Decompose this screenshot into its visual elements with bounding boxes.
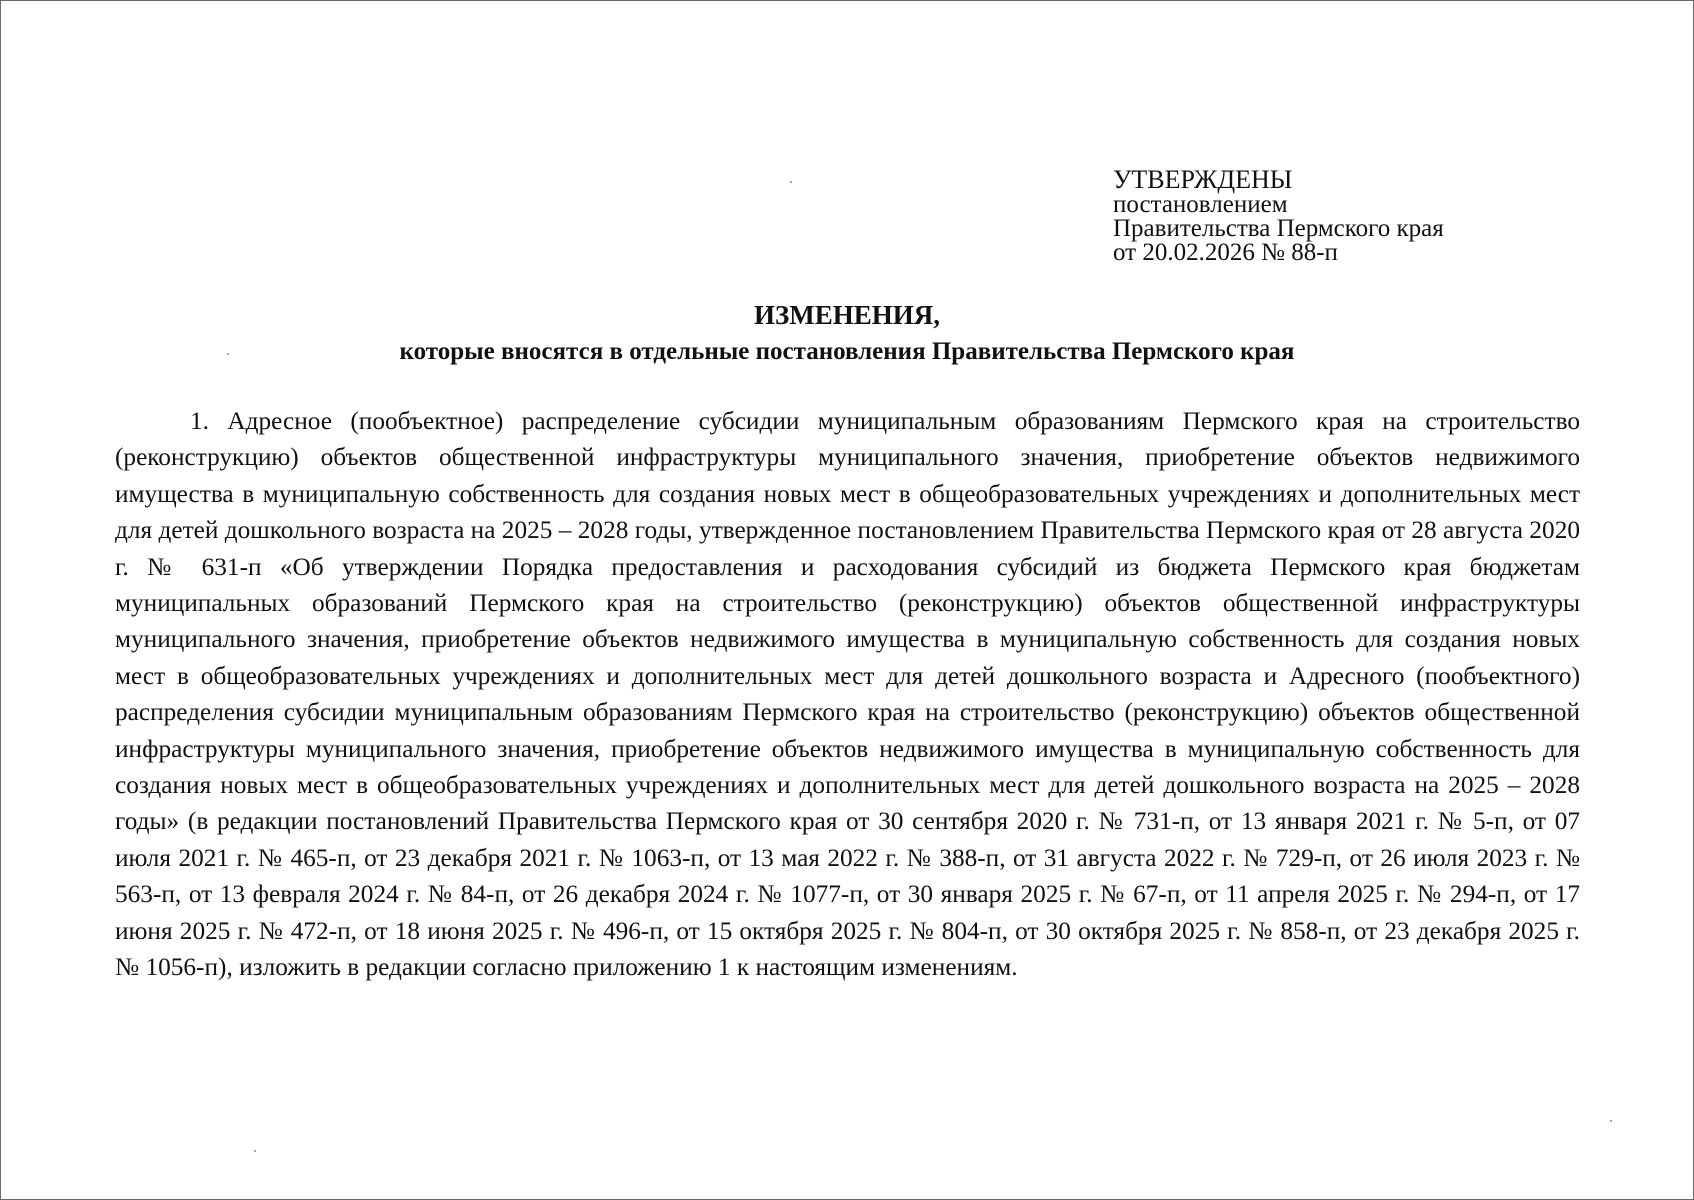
- approval-stamp-block: [1113, 166, 1533, 265]
- scan-speck: [227, 353, 229, 355]
- scan-speck: [1610, 1120, 1612, 1122]
- document-title: ИЗМЕНЕНИЯ,: [753, 300, 940, 330]
- approval-heading: УТВЕРЖДЕНЫ: [1113, 165, 1293, 194]
- scan-speck: [254, 1150, 256, 1152]
- scan-speck: [790, 181, 792, 183]
- body-paragraph-1: 1. Адресное (пообъектное) распределение субсидии муниципальным образованиям Пермского края на строительство (реконструкцию) объектов общественной инфраструктуры муниципального значения, приобретение объектов недвижимого имущества в муниципальную собственность для создания новых мест в общеобразовательных учреждениях и дополнительных мест для детей дошкольного возраста на 2025 – 2028 годы, утвержденное постановлением Правительства Пермского края от 28 августа 2020 г. № 631-п «Об утверждении Порядка предоставления и расходования субсидий из бюджета Пермского края бюджетам муниципальных образований Пермского края на строительство (реконструкцию) объектов общественной инфраструктуры муниципального значения, приобретение объектов недвижимого имущества в муниципальную собственность для создания новых мест в общеобразовательных учреждениях и дополнительных мест для детей дошкольного возраста и Адресного (пообъектного) распределения субсидии муниципальным образованиям Пермского края на строительство (реконструкцию) объектов общественной инфраструктуры муниципального значения, приобретение объектов недвижимого имущества в муниципальную собственность для создания новых мест в общеобразовательных учреждениях и дополнительных мест для детей дошкольного возраста на 2025 – 2028 годы» (в редакции постановлений Правительства Пермского края от 30 сентября 2020 г. № 731-п, от 13 января 2021 г. № 5-п, от 07 июля 2021 г. № 465-п, от 23 декабря 2021 г. № 1063-п, от 13 мая 2022 г. № 388-п, от 31 августа 2022 г. № 729-п, от 26 июля 2023 г. № 563-п, от 13 февраля 2024 г. № 84-п, от 26 декабря 2024 г. № 1077-п, от 30 января 2025 г. № 67-п, от 11 апреля 2025 г. № 294-п, от 17 июня 2025 г. № 472-п, от 18 июня 2025 г. № 496-п, от 15 октября 2025 г. № 804-п, от 30 октября 2025 г. № 858-п, от 23 декабря 2025 г. № 1056-п), изложить в редакции согласно приложению 1 к настоящим изменениям.: [115, 407, 1580, 982]
- approval-line-decree: постановлением: [1113, 191, 1288, 218]
- approval-line-date-number: от 20.02.2026 № 88-п: [1113, 239, 1338, 266]
- document-subtitle: которые вносятся в отдельные постановления Правительства Пермского края: [399, 338, 1295, 365]
- approval-line-government: Правительства Пермского края: [1113, 215, 1444, 242]
